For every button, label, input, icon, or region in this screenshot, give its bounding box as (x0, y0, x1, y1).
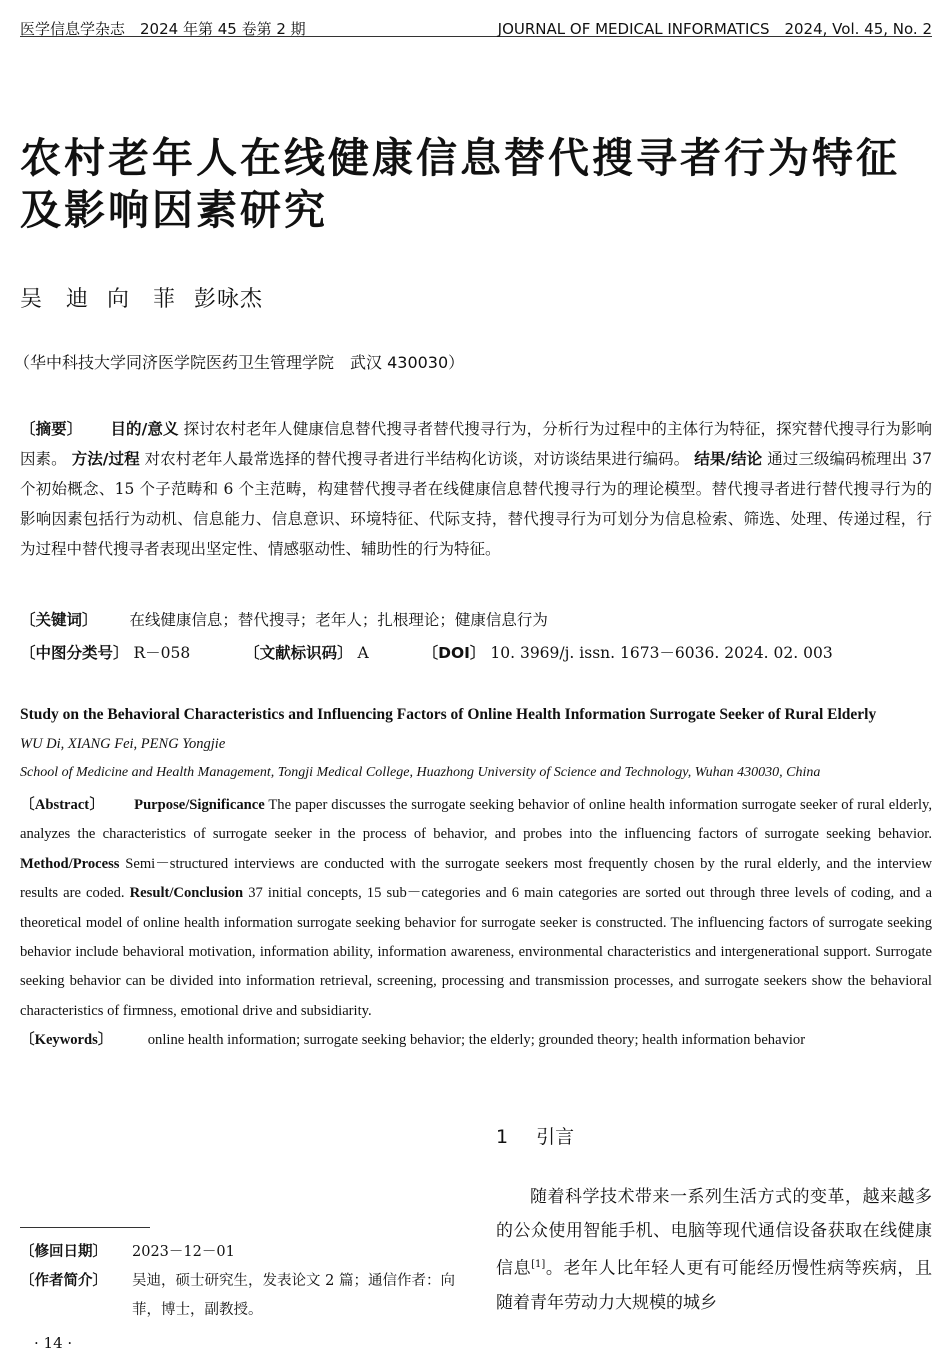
keywords-text: 在线健康信息；替代搜寻；老年人；扎根理论；健康信息行为 (129, 611, 548, 629)
footnotes (20, 1238, 460, 1325)
author-info-text: 吴迪，硕士研究生，发表论文 2 篇；通信作者：向菲，博士，副教授。 (132, 1273, 455, 1318)
running-header (20, 16, 932, 37)
purpose-label: 目的/意义 (110, 420, 179, 438)
citation-ref: [1] (531, 1259, 546, 1270)
revised-date-value: 2023－12－01 (132, 1244, 235, 1260)
author-info-row (20, 1267, 460, 1325)
journal-issue-en: JOURNAL OF MEDICAL INFORMATICS 2024, Vol. 45, No. 2 (497, 20, 932, 38)
en-purpose-text: The paper discusses the surrogate seeking behavior of online health information surrogate seeker of rural elderly, analyzes the characteristics of surrogate seeker in the process of behavior, and probes into the influencing factors of surrogate seeking behavior. (20, 797, 932, 843)
section-number: 1 (496, 1126, 509, 1148)
footnote-divider (20, 1227, 150, 1228)
section-heading (496, 1122, 574, 1149)
doi-value: 10. 3969/j. issn. 1673－6036. 2024. 02. 003 (490, 644, 833, 662)
en-method-label: Method/Process (20, 855, 120, 872)
result-text: 通过三级编码梳理出 37 个初始概念、15 个子范畴和 6 个主范畴，构建替代搜寻者在线健康信息替代搜寻行为的理论模型。替代搜寻者进行替代搜寻行为的影响因素包括行为动机、信息能力、信息意识、环境特征、代际支持，替代搜寻行为可划分为信息检索、筛选、处理、传递过程，行为过程中替代搜寻者表现出坚定性、情感驱动性、辅助性的行为特征。 (20, 450, 932, 558)
result-label: 结果/结论 (694, 450, 763, 468)
journal-issue-cn: 医学信息学杂志 2024 年第 45 卷第 2 期 (20, 20, 306, 38)
english-abstract (20, 791, 932, 1026)
keywords-label: 〔关键词〕 (20, 611, 98, 629)
author-name: 彭咏杰 (194, 287, 264, 312)
method-text: 对农村老年人最常选择的替代搜寻者进行半结构化访谈，对访谈结果进行编码。 (144, 450, 690, 468)
author-name: 向 菲 (107, 287, 177, 312)
doc-code-value: A (357, 644, 369, 662)
method-label: 方法/过程 (71, 450, 140, 468)
clc-label: 〔中图分类号〕 (20, 644, 129, 662)
chinese-abstract (20, 414, 932, 564)
intro-paragraph (496, 1180, 932, 1320)
english-authors: WU Di, XIANG Fei, PENG Yongjie (20, 736, 226, 752)
doi-label: 〔DOI〕 (422, 644, 486, 662)
english-title: Study on the Behavioral Characteristics and Influencing Factors of Online Health Information Surrogate Seeker of Rural Elderly (20, 706, 877, 723)
purpose-text: 探讨农村老年人健康信息替代搜寻者替代搜寻行为，分析行为过程中的主体行为特征，探究替代搜寻行为影响因素。 (20, 420, 932, 468)
author-affiliation: （华中科技大学同济医学院医药卫生管理学院 武汉 430030） (14, 353, 465, 372)
en-abstract-label: 〔Abstract〕 (20, 797, 105, 813)
clc-value: R－058 (133, 644, 191, 662)
section-title: 引言 (536, 1126, 575, 1148)
author-name: 吴 迪 (20, 287, 90, 312)
revised-date-row (20, 1238, 460, 1267)
revised-date-label: 〔修回日期〕 (20, 1244, 107, 1260)
author-info-label: 〔作者简介〕 (20, 1273, 107, 1289)
classification-line (20, 641, 932, 663)
en-purpose-label: Purpose/Significance (134, 797, 265, 813)
doc-code-label: 〔文献标识码〕 (244, 644, 353, 662)
article-title: 农村老年人在线健康信息替代搜寻者行为特征及影响因素研究 (20, 134, 900, 234)
intro-text-part2: 。老年人比年轻人更有可能经历慢性病等疾病，且随着青年劳动力大规模的城乡 (496, 1258, 933, 1313)
english-keywords (20, 1028, 805, 1049)
abstract-label: 〔摘要〕 (20, 420, 83, 438)
en-result-label: Result/Conclusion (129, 885, 244, 902)
en-result-text: 37 initial concepts, 15 sub－categories and 6 main categories are sorted out through three levels of coding, and a theoretical model of online health information surrogate seeking behavior for surrogate seeker is constructed. The influencing factors of surrogate seeking behavior include behavioral motivation, information ability, information awareness, environmental characteristics and intergenerational support. Surrogate seeking behavior can be divided into information retrieval, screening, processing and transmission processes, and surrogate seekers show the behavioral characteristics of firmness, emotional drive and subsidiarity. (20, 885, 932, 1019)
en-keywords-label: 〔Keywords〕 (20, 1032, 113, 1048)
author-list (20, 282, 273, 313)
en-method-text: Semi－structured interviews are conducted with the surrogate seekers most frequently chosen by the rural elderly, and the interview results are coded. (20, 855, 932, 902)
page-number: · 14 · (34, 1334, 73, 1352)
en-keywords-text: online health information; surrogate seeking behavior; the elderly; grounded theory; health information behavior (147, 1032, 806, 1048)
english-affiliation: School of Medicine and Health Management, Tongji Medical College, Huazhong University of Science and Technology, Wuhan 430030, China (20, 765, 821, 780)
intro-text-part1: 随着科学技术带来一系列生活方式的变革，越来越多的公众使用智能手机、电脑等现代通信设备获取在线健康信息 (496, 1187, 932, 1279)
chinese-keywords (20, 608, 932, 630)
